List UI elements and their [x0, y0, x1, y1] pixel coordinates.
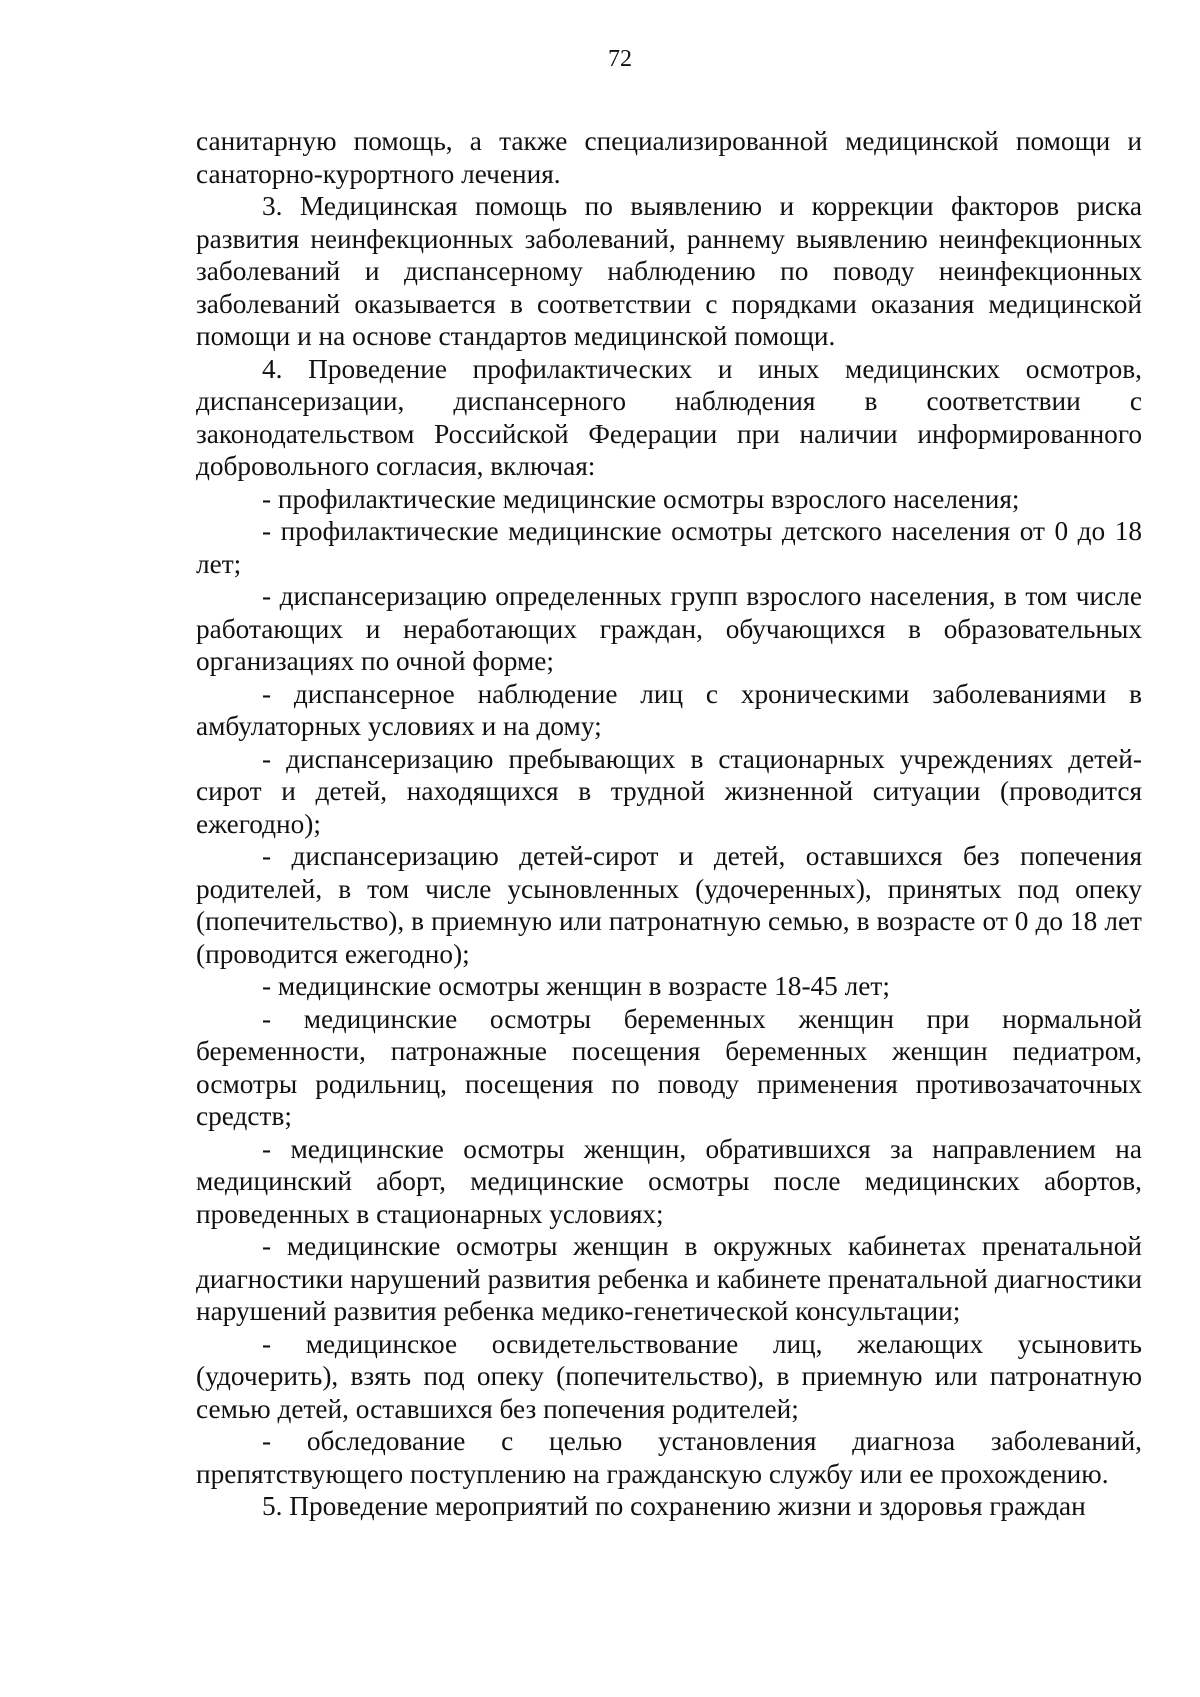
paragraph-item-4: 4. Проведение профилактических и иных медицинских осмотров, диспансеризации, диспансерного наблюдения в соответствии с законодательством Российской Федерации при наличии информированного добровольного согласия, включая: [196, 353, 1142, 481]
list-item: - медицинские осмотры женщин в окружных кабинетах пренатальной диагностики нарушений развития ребенка и кабинете пренатальной диагностики нарушений развития ребенка медико-генетической консультации; [196, 1231, 1142, 1326]
page-number: 72 [608, 46, 632, 72]
list-item: - медицинские осмотры женщин в возрасте 18-45 лет; [262, 971, 890, 1001]
paragraph-item-3: 3. Медицинская помощь по выявлению и коррекции факторов риска развития неинфекционных заболеваний, раннему выявлению неинфекционных заболеваний и диспансерному наблюдению по поводу неинфекционных заболеваний оказывается в соответствии с порядками оказания медицинской помощи и на основе стандартов медицинской помощи. [196, 191, 1142, 351]
list-item: - диспансерное наблюдение лиц с хроническими заболеваниями в амбулаторных условиях и на дому; [196, 678, 1142, 741]
paragraph-item-5: 5. Проведение мероприятий по сохранению жизни и здоровья граждан [262, 1491, 1086, 1521]
list-item: - профилактические медицинские осмотры взрослого населения; [262, 483, 1020, 514]
list-item: - профилактические медицинские осмотры детского населения от 0 до 18 лет; [196, 516, 1142, 579]
list-item: - медицинское освидетельствование лиц, желающих усыновить (удочерить), взять под опеку (попечительство), в приемную или патронатную семью детей, оставшихся без попечения родителей; [196, 1328, 1142, 1424]
list-item: - медицинские осмотры беременных женщин при нормальной беременности, патронажные посещения беременных женщин педиатром, осмотры родильниц, посещения по поводу применения противозачаточных средств; [196, 1003, 1142, 1131]
list-item: - диспансеризацию определенных групп взрослого населения, в том числе работающих и неработающих граждан, обучающихся в образовательных организациях по очной форме; [196, 581, 1142, 676]
list-item: - медицинские осмотры женщин, обратившихся за направлением на медицинский аборт, медицинские осмотры после медицинских абортов, проведенных в стационарных условиях; [196, 1133, 1142, 1229]
list-item: - диспансеризацию пребывающих в стационарных учреждениях детей-сирот и детей, находящихся в трудной жизненной ситуации (проводится ежегодно); [196, 743, 1142, 839]
list-item: - обследование с целью установления диагноза заболеваний, препятствующего поступлению на гражданскую службу или ее прохождению. [196, 1426, 1142, 1489]
paragraph-continuation: санитарную помощь, а также специализированной медицинской помощи и санаторно-курортного лечения. [196, 126, 1142, 189]
document-body [196, 125, 1142, 1523]
list-item: - диспансеризацию детей-сирот и детей, оставшихся без попечения родителей, в том числе усыновленных (удочеренных), принятых под опеку (попечительство), в приемную или патронатную семью, в возрасте от 0 до 18 лет (проводится ежегодно); [196, 841, 1142, 969]
